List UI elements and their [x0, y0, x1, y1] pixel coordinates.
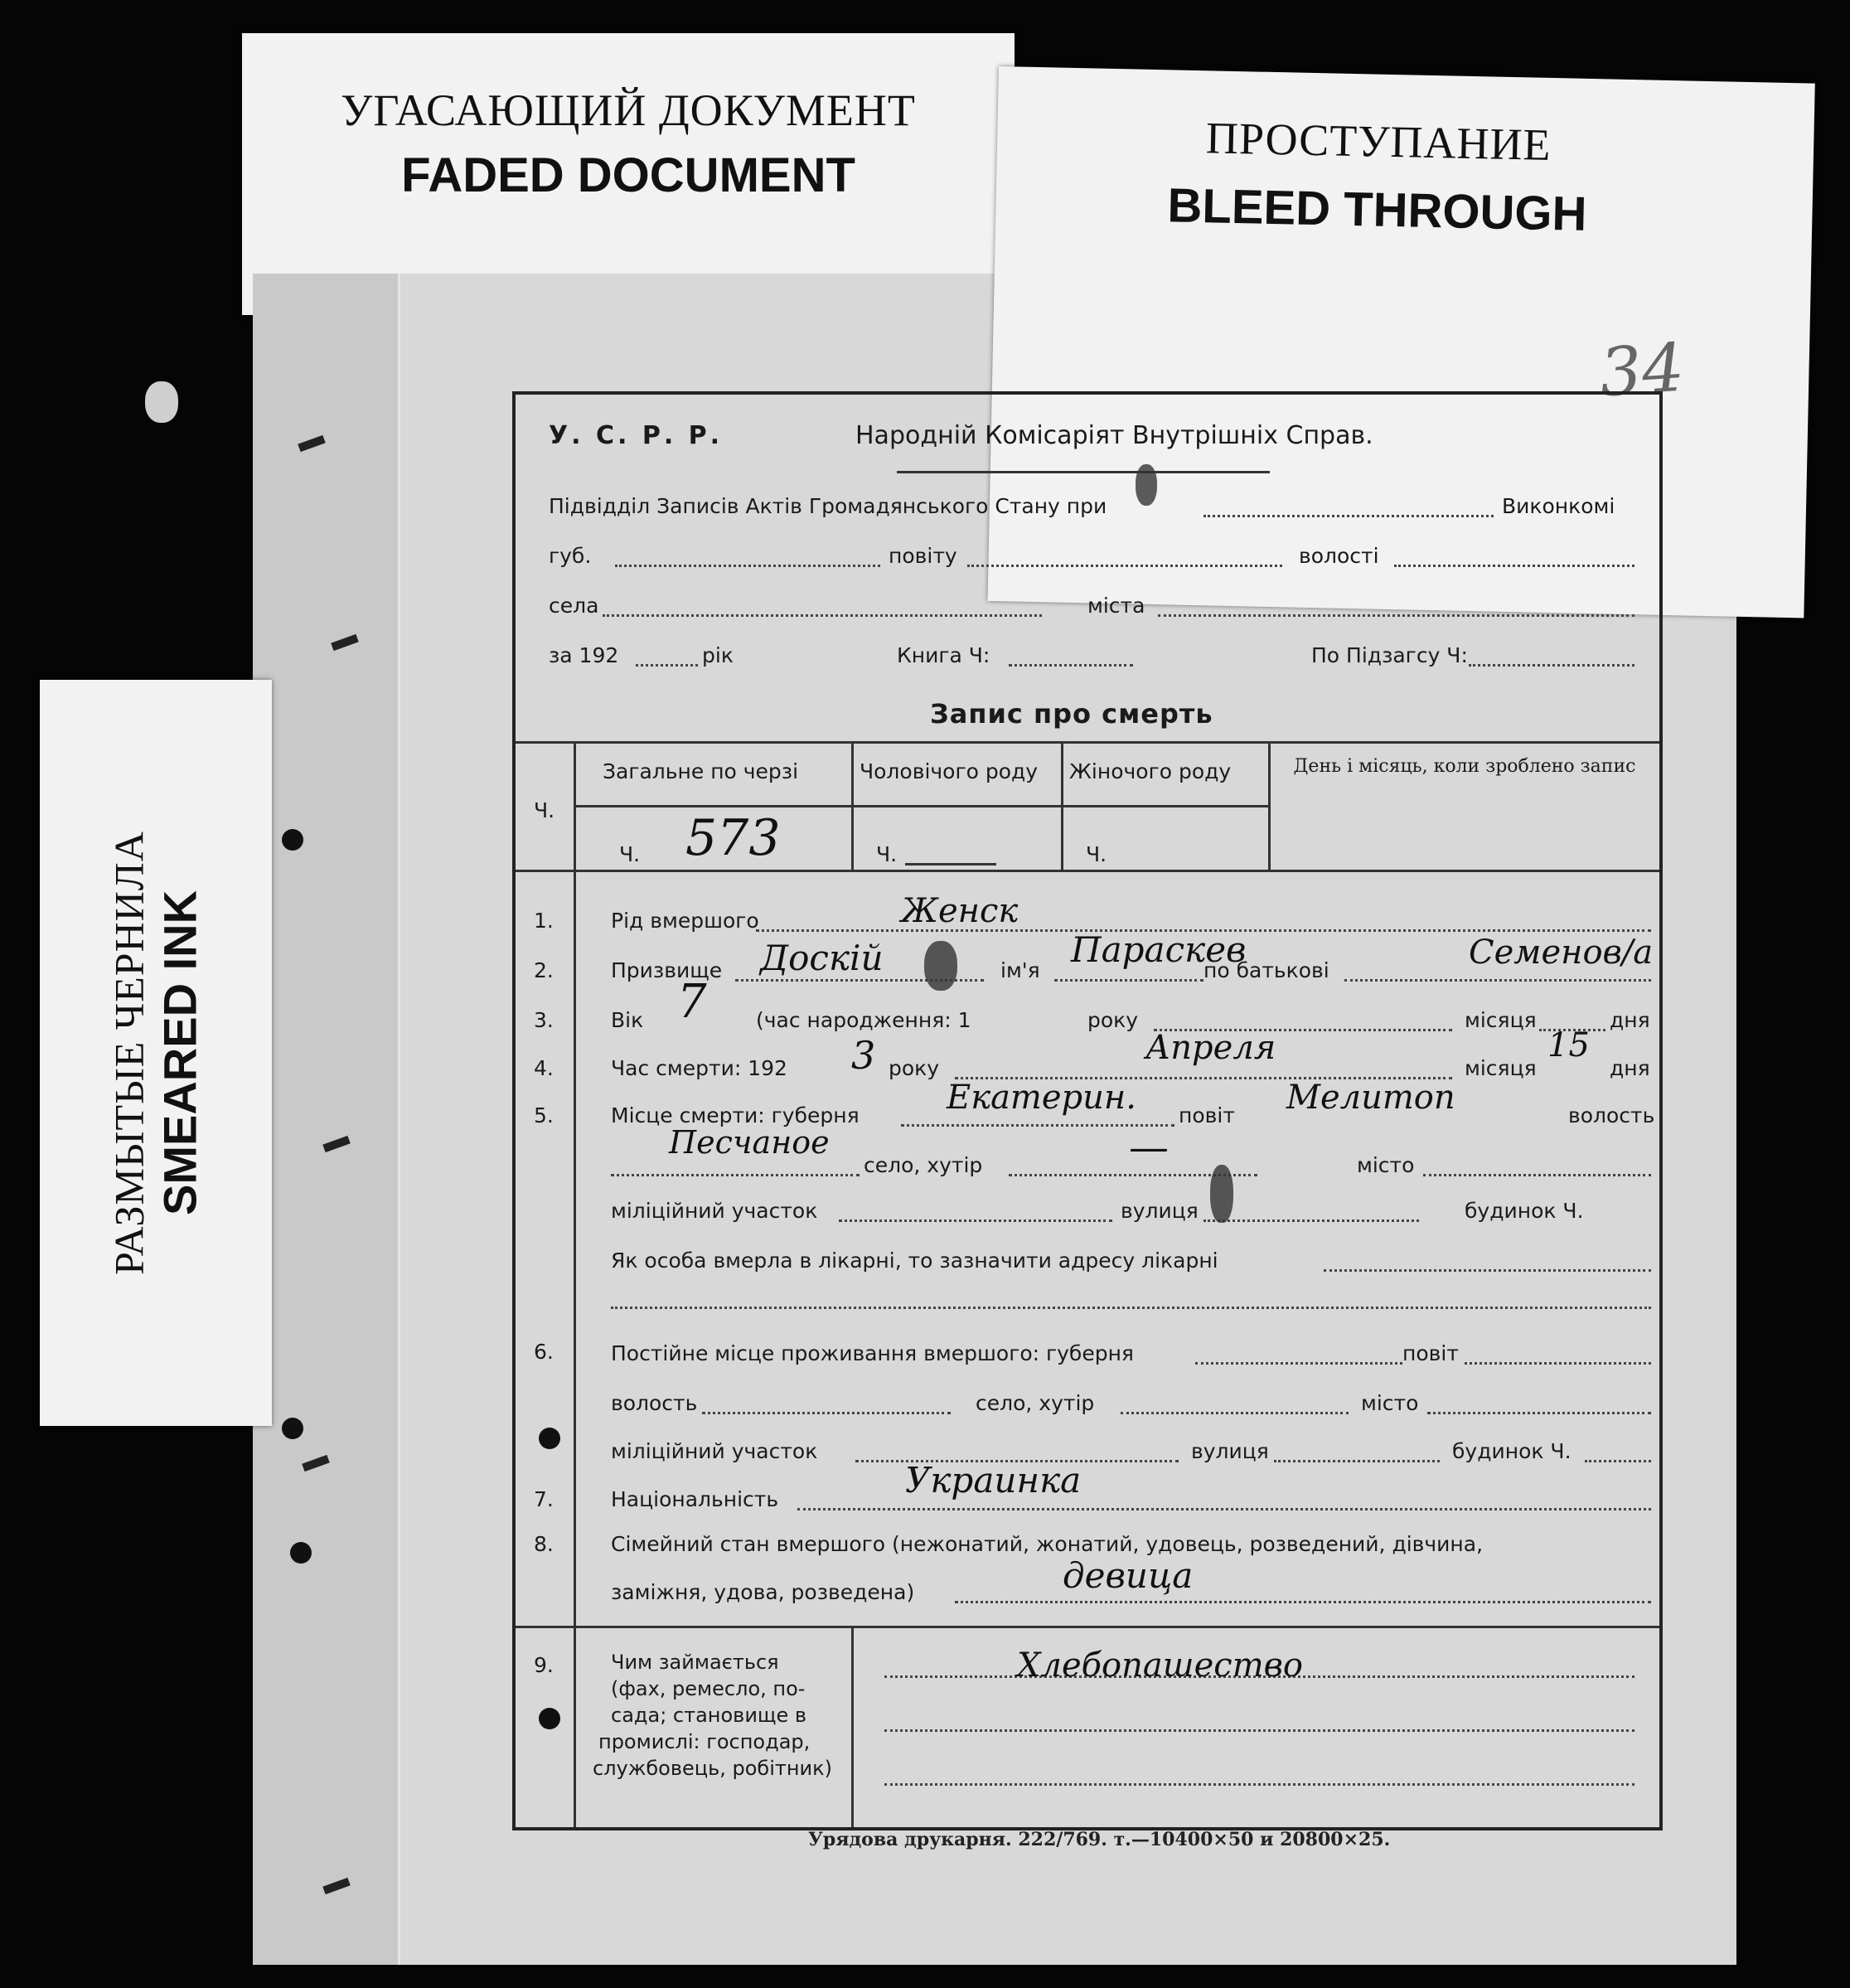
dotted-line	[839, 1219, 1112, 1222]
volost-label: волості	[1299, 544, 1379, 568]
female-ch: Ч.	[1086, 842, 1107, 866]
dotted-line	[615, 565, 880, 567]
res-misto: місто	[1361, 1391, 1419, 1415]
dotted-line	[797, 1508, 1651, 1510]
row-num: 2.	[534, 958, 554, 982]
hospital-label: Як особа вмерла в лікарні, то зазначити адресу лікарні	[611, 1249, 1218, 1273]
marital-label: Сімейний стан вмершого (нежонатий, жонатий, удовець, розведений, дівчина,	[611, 1532, 1484, 1556]
surname-label: Призвище	[611, 958, 723, 982]
year-label: за 192	[549, 643, 619, 667]
mista-label: міста	[1087, 594, 1145, 618]
death-time-label: Час смерти: 192	[611, 1056, 787, 1080]
subdivision-label: Підвідділ Записів Актів Громадянського Стану при	[549, 494, 1107, 518]
hw-occupation: Хлебопашество	[1017, 1646, 1303, 1685]
selo-label: села	[549, 594, 599, 618]
general-ch: Ч.	[619, 842, 641, 866]
bleed-label-en: BLEED THROUGH	[1166, 178, 1588, 241]
faded-document-label	[242, 33, 1015, 315]
patronymic-label: по батькові	[1203, 958, 1329, 982]
row-num: 3.	[534, 1008, 554, 1032]
guber-label: губ.	[549, 544, 592, 568]
dotted-line	[884, 1783, 1634, 1786]
printer-imprint: Урядова друкарня. 222/769. т.—10400×50 и 20800×25.	[808, 1829, 1391, 1850]
row-num: 8.	[534, 1532, 554, 1556]
death-record-form	[512, 391, 1663, 1830]
hw-marital: девица	[1063, 1555, 1194, 1596]
death-bud: будинок Ч.	[1465, 1199, 1584, 1223]
dotted-line	[1585, 1460, 1651, 1462]
hw-name: Параскев	[1071, 929, 1247, 970]
dotted-line	[1054, 979, 1203, 982]
col-general: Загальне по черзі	[603, 759, 799, 783]
row-num: 6.	[534, 1340, 554, 1364]
smeared-label-en: SMEARED INK	[153, 890, 206, 1216]
hw-selo: Песчаное	[669, 1124, 830, 1161]
dotted-line	[967, 565, 1282, 567]
hw-age: 7	[677, 975, 707, 1029]
marital-label-2: заміжня, удова, розведена)	[611, 1580, 915, 1604]
row-num: 4.	[534, 1056, 554, 1080]
res-vul: вулиця	[1191, 1439, 1269, 1463]
header-ministry: Народній Комісаріят Внутрішніх Справ.	[855, 421, 1373, 450]
book-label: Книга Ч:	[897, 643, 990, 667]
col-ch: Ч.	[534, 798, 555, 822]
binding-hole	[290, 1542, 312, 1564]
dotted-line	[1274, 1460, 1440, 1462]
bleed-label-ru: ПРОСТУПАНИЕ	[1205, 113, 1552, 170]
pidzags-label: По Підзагсу Ч:	[1311, 643, 1468, 667]
faded-label-ru: УГАСАЮЩИЙ ДОКУМЕНТ	[341, 85, 916, 135]
death-milic: міліційний участок	[611, 1199, 818, 1223]
occupation-label-4: промислі: господар,	[598, 1730, 811, 1753]
hw-povit: Мелитоп	[1286, 1079, 1455, 1117]
dotted-line	[603, 614, 1042, 617]
dotted-line	[1344, 979, 1651, 982]
binding-hole	[282, 1418, 303, 1439]
hw-nation: Украинка	[905, 1460, 1082, 1501]
death-volost: волость	[1568, 1103, 1655, 1127]
age-label: Вік	[611, 1008, 644, 1032]
record-number: 573	[685, 809, 781, 867]
underline	[905, 863, 996, 866]
hw-death-year: 3	[851, 1033, 876, 1078]
residence-label: Постійне місце проживання вмершого: губерня	[611, 1341, 1134, 1365]
birth-mis: місяця	[1465, 1008, 1537, 1032]
hw-death-month: Апреля	[1145, 1029, 1276, 1067]
dotted-line	[636, 664, 698, 667]
dotted-line	[702, 1412, 951, 1414]
rid-label: Рід вмершого	[611, 909, 759, 933]
death-povit: повіт	[1179, 1103, 1235, 1127]
row-num: 5.	[534, 1103, 554, 1127]
hw-death-day: 15	[1547, 1026, 1590, 1064]
table-border	[851, 1626, 854, 1827]
occupation-label-1: Чим займається	[611, 1651, 779, 1674]
dotted-line	[955, 1601, 1651, 1603]
dotted-line	[1009, 664, 1133, 667]
dotted-line	[1465, 1362, 1651, 1365]
dotted-line	[1195, 1362, 1402, 1365]
col-female: Жіночого роду	[1069, 759, 1232, 783]
res-bud: будинок Ч.	[1452, 1439, 1572, 1463]
birth-roku: року	[1087, 1008, 1139, 1032]
header-underline	[897, 471, 1270, 473]
ink-smear	[1210, 1165, 1233, 1223]
dotted-line	[1423, 1174, 1651, 1176]
death-selo: село, хутір	[864, 1153, 983, 1177]
paper-tear	[145, 381, 178, 423]
table-border	[574, 805, 1270, 807]
dotted-line	[1203, 515, 1494, 517]
binding-strip	[253, 274, 400, 1965]
executive-committee-label: Виконкомі	[1502, 494, 1615, 518]
dotted-line	[884, 1729, 1634, 1732]
smeared-label-ru: РАЗМЫТЫЕ ЧЕРНИЛА	[105, 831, 153, 1275]
col-date: День і місяць, коли зроблено запис	[1293, 756, 1636, 777]
row-num: 9.	[534, 1653, 554, 1677]
ink-smear	[1136, 464, 1157, 506]
birth-dnya: дня	[1610, 1008, 1650, 1032]
smeared-label-text	[105, 831, 207, 1275]
death-mis: місяця	[1465, 1056, 1537, 1080]
form-title: Запис про смерть	[930, 698, 1213, 730]
res-selo: село, хутір	[976, 1391, 1095, 1415]
name-label: ім'я	[1000, 958, 1040, 982]
ink-smear	[924, 941, 957, 991]
col-male: Чоловічого роду	[860, 759, 1039, 783]
death-vul: вулиця	[1121, 1199, 1199, 1223]
birth-label: (час народження: 1	[756, 1008, 971, 1032]
table-border	[516, 1626, 1659, 1628]
res-volost: волость	[611, 1391, 698, 1415]
dotted-line	[611, 1174, 860, 1176]
dotted-line	[1469, 664, 1634, 667]
dotted-line	[1203, 1219, 1419, 1222]
faded-label-en: FADED DOCUMENT	[401, 148, 855, 202]
header-ussr: У. С. Р. Р.	[549, 421, 724, 450]
row-num: 7.	[534, 1487, 554, 1511]
page-number: 34	[1596, 328, 1687, 412]
res-povit: повіт	[1402, 1341, 1459, 1365]
nation-label: Національність	[611, 1487, 779, 1511]
dotted-line	[1158, 614, 1634, 617]
binding-hole	[282, 829, 303, 851]
year-end-label: рік	[702, 643, 734, 667]
male-ch: Ч.	[876, 842, 898, 866]
res-milic: міліційний участок	[611, 1439, 818, 1463]
occupation-label-3: сада; становище в	[611, 1704, 807, 1727]
death-misto: місто	[1357, 1153, 1415, 1177]
dotted-line	[1427, 1412, 1651, 1414]
hw-rid: Женск	[901, 892, 1019, 930]
table-border	[516, 870, 1659, 872]
table-border	[516, 741, 1659, 744]
dotted-line	[1324, 1269, 1651, 1272]
death-roku: року	[889, 1056, 940, 1080]
hw-surname: Доскій	[760, 938, 884, 978]
occupation-label-5: службовець, робітник)	[593, 1757, 833, 1780]
death-dnya: дня	[1610, 1056, 1650, 1080]
hw-selo-dash: —	[1129, 1124, 1169, 1171]
hw-patronymic: Семенов/а	[1469, 933, 1654, 972]
dotted-line	[1121, 1412, 1349, 1414]
death-place-label: Місце смерти: губерня	[611, 1103, 860, 1127]
povit-label: повіту	[889, 544, 957, 568]
smeared-ink-label	[40, 680, 272, 1426]
row-num: 1.	[534, 909, 554, 933]
hw-gub: Екатерин.	[947, 1079, 1136, 1117]
dotted-line	[611, 1307, 1651, 1309]
table-border	[574, 741, 576, 1827]
dotted-line	[1394, 565, 1634, 567]
occupation-label-2: (фах, ремесло, по-	[611, 1677, 806, 1700]
